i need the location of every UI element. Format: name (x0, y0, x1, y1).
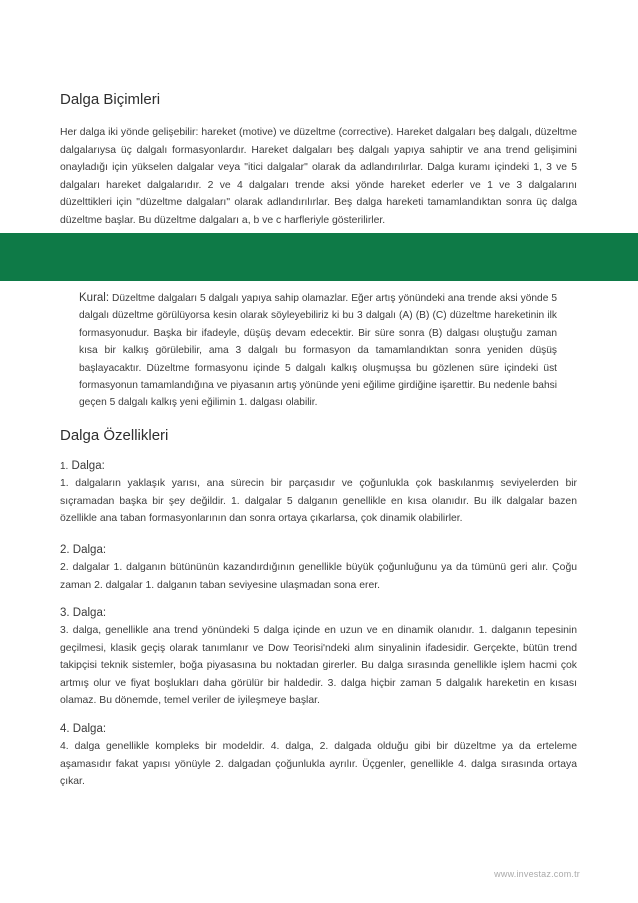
section-title-wave-forms: Dalga Biçimleri (60, 91, 161, 108)
wave-3-block (60, 605, 577, 710)
wave-3-label: Dalga: (72, 607, 107, 619)
wave-3-number: 3. (60, 607, 70, 619)
wave-3-text: 3. dalga, genellikle ana trend yönündeki 5 dalga içinde en uzun ve en dinamik olanıdır. 1. dalganın tepesinin geçilmesi, klasik geçiş olarak tanımlanır ve Dow Teorisi'ndeki alım sinyalinin ifadesidir. Gerçekte, bütün trend takipçisi teknik sistemler, boğa piyasasına bu noktadan girerler. Bu dalga sırasında genellikle işlem hacmi çok artmış olur ve fiyat boşlukları daha görülür bir haldedir. 3. dalga hiçbir zaman 5 dalgalık hareketin en kısası olamaz. Bu dönemde, temel veriler de iyileşmeye başlar. (60, 625, 577, 707)
footer-url: www.investaz.com.tr (494, 869, 580, 879)
wave-4-label: Dalga: (72, 723, 107, 735)
wave-4-text: 4. dalga genellikle kompleks bir modeldir. 4. dalga, 2. dalgada olduğu gibi bir düzeltme ya da erteleme aşamasıdır fakat yapısı yönüyle 2. dalgadan çoğunlukla ayrılır. Üçgenler, genellikle 4. dalga sırasında ortaya çıkar. (60, 741, 577, 788)
rule-text: Düzeltme dalgaları 5 dalgalı yapıya sahip olamazlar. Eğer artış yönündeki ana trende aksi yönde 5 dalgalı düzeltme görülüyorsa kesin olarak söyleyebiliriz ki bu 3 dalgalı (A) (B) (C) düzeltme hareketinin ilk formasyonudur. Başka bir ifadeyle, düşüş devam edecektir. Bir süre sonra (B) dalgası oluştuğu zaman kısa bir kalkış görülebilir, ama 3 dalgalı bu formasyon da tamamlandıktan sonra yeniden düşüş başlayacaktır. Düzeltme formasyonu içinde 5 dalgalı kalkış oluşmuşsa bu gözlenen süre içindeki üst formasyonun tamamlandığına ve piyasanın artış yönünde yeni eğilime girdiğine işarettir. Bu nedenle bahsi geçen 5 dalgalı kalkış yeni eğilimin 1. dalgası olabilir. (79, 293, 557, 409)
wave-1-text: 1. dalgaların yaklaşık yarısı, ana sürecin bir parçasıdır ve çoğunlukla çok baskılanmış seviyelerden bir sıçramadan başka bir şey değildir. 1. dalgalar 5 dalganın genellikle en kısa olanıdır. Bu ilk dalgalar bazen özellikle ana taban formasyonlarının dan sonra ortaya çıkarlarsa, çok dinamik olabilirler. (60, 478, 577, 525)
wave-2-label: Dalga: (72, 544, 107, 556)
section-title-wave-properties: Dalga Özellikleri (60, 427, 169, 444)
wave-1-label: Dalga: (71, 460, 105, 472)
rule-callout (79, 290, 557, 412)
wave-1-block (60, 458, 577, 528)
green-divider-band (0, 233, 638, 281)
wave-1-title (60, 458, 577, 475)
wave-2-text: 2. dalgalar 1. dalganın bütününün kazandırdığının genellikle büyük çoğunluğunu ya da tümünü geri alır. Çoğu zaman 2. dalgalar 1. dalganın taban seviyesine ulaşmadan sona erer. (60, 562, 577, 591)
wave-2-number: 2. (60, 544, 70, 556)
wave-4-title (60, 721, 577, 738)
wave-2-block (60, 542, 577, 594)
wave-3-title (60, 605, 577, 622)
wave-forms-paragraph: Her dalga iki yönde gelişebilir: hareket (motive) ve düzeltme (corrective). Hareket dalgaları beş dalgalı, düzeltme dalgalarıysa üç dalgalı formasyonlardır. Hareket dalgaları beş dalgalı yapıya sahiptir ve ana trend gelişimini onayladığı için yükselen dalgalar veya "itici dalgalar" olarak da adlandırılırlar. Dalga kuramı içindeki 1, 3 ve 5 dalgaları hareket dalgalarıdır. 2 ve 4 dalgaları trende aksi yönde hareket ederler ve 1 ve 3 dalgalarını düzelttikleri için "düzeltme dalgaları" olarak adlandırılırlar. Beş dalga hareketi tamamlandıktan sonra üç dalga düzeltme başlar. Bu düzeltme dalgaları a, b ve c harfleriyle gösterilirler. (60, 127, 577, 226)
wave-2-title (60, 542, 577, 559)
rule-label: Kural: (79, 292, 110, 304)
wave-4-number: 4. (60, 723, 70, 735)
wave-4-block (60, 721, 577, 791)
wave-1-number: 1. (60, 461, 69, 472)
